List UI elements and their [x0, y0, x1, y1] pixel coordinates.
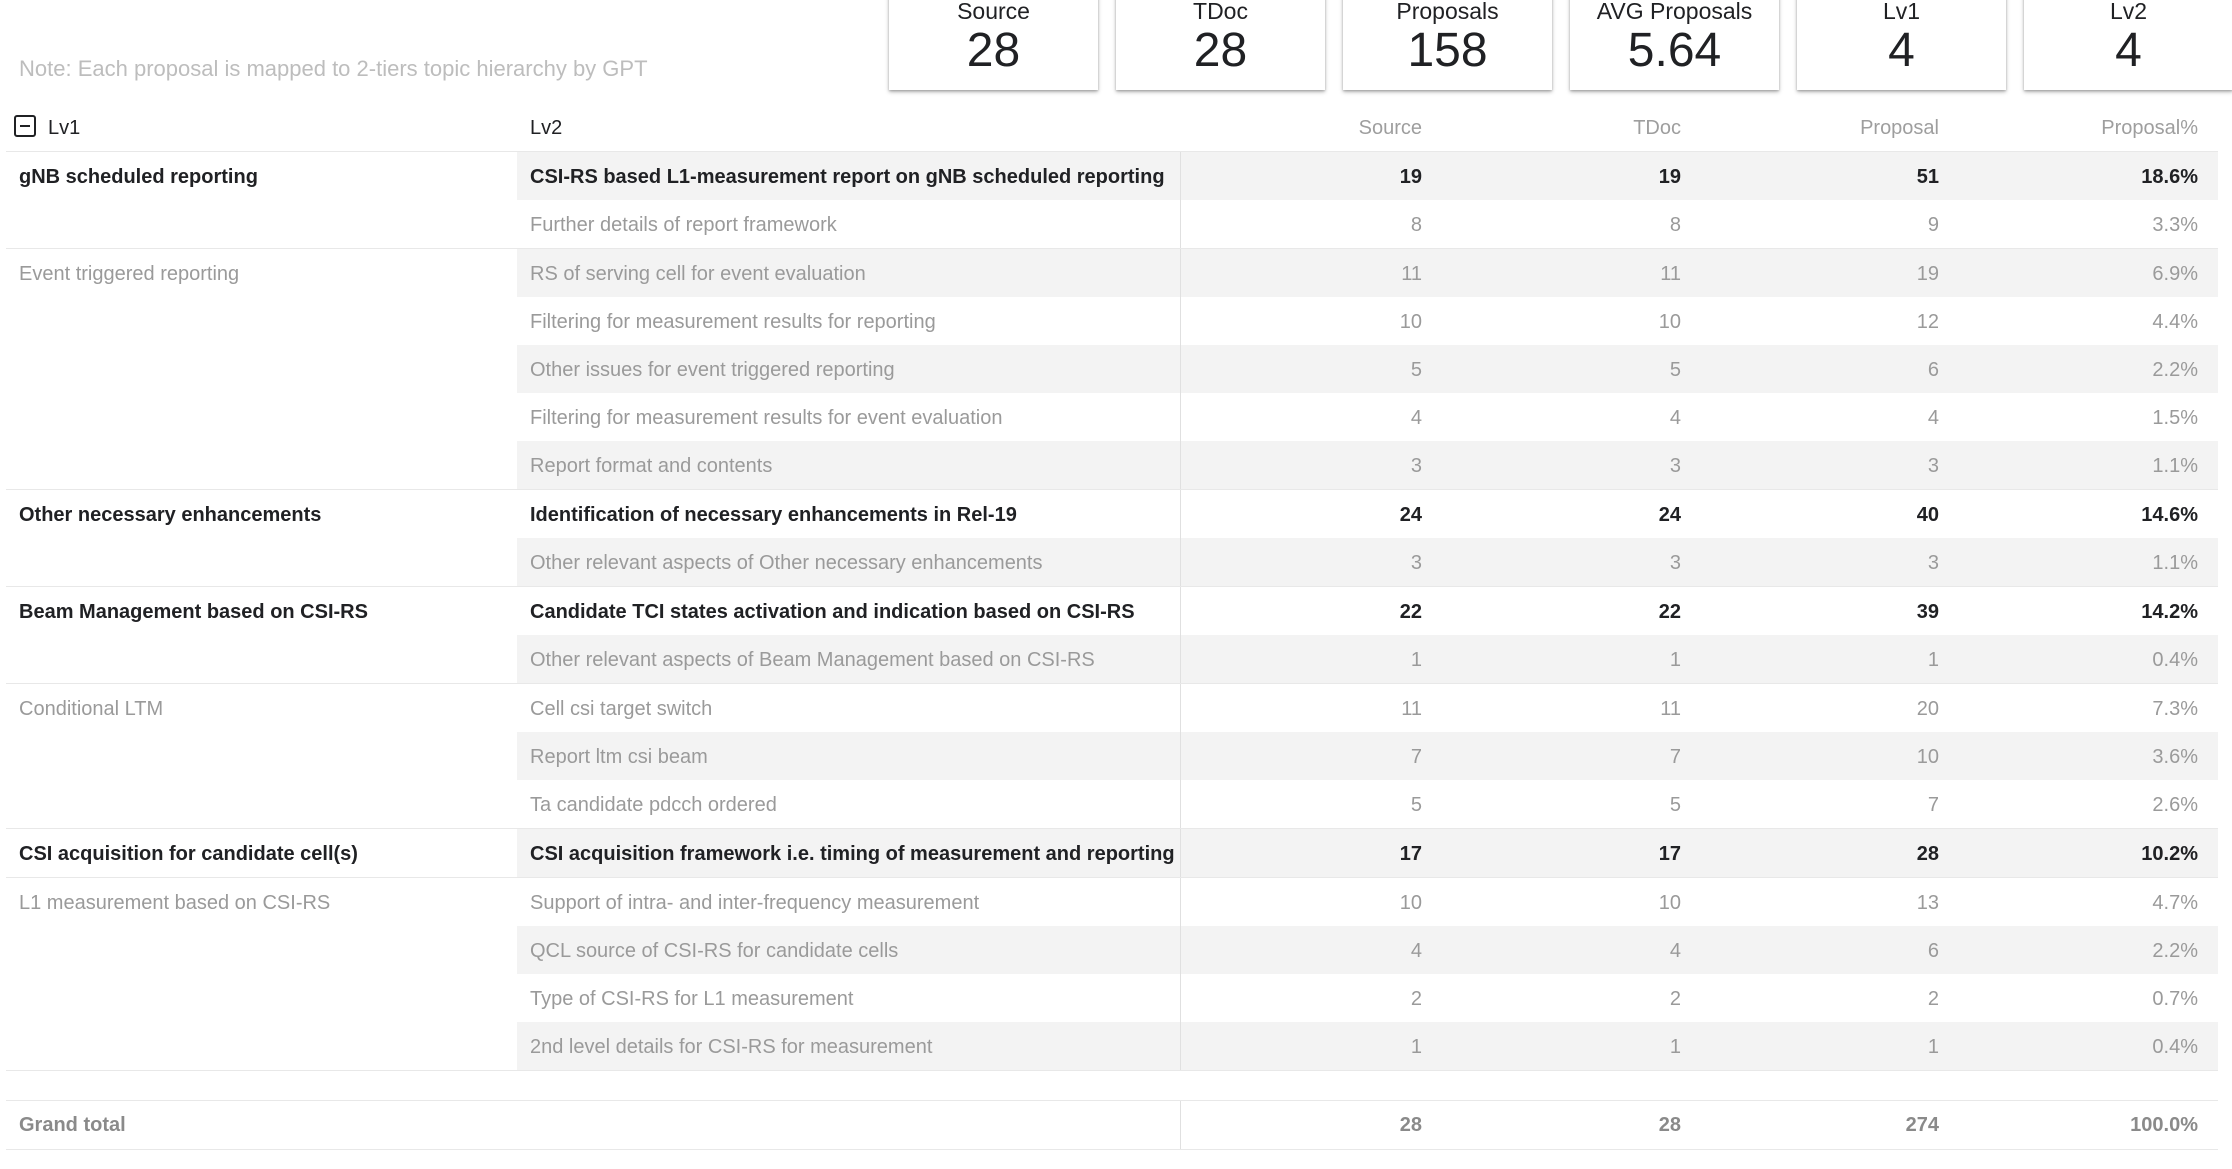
- source-cell: 2: [1410, 988, 1422, 1010]
- tdoc-cell: 11: [1660, 698, 1681, 720]
- table-row[interactable]: [517, 441, 2218, 489]
- grand-total-label: Grand total: [19, 1114, 126, 1136]
- proposal-cell: 12: [1916, 311, 1939, 333]
- source-cell: 11: [1401, 263, 1422, 285]
- lv2-cell: CSI acquisition framework i.e. timing of measurement and reporting: [530, 843, 1175, 865]
- scorecard-value: 4: [1888, 24, 1915, 77]
- scorecard-value: 28: [1193, 24, 1248, 77]
- column-divider: [1180, 393, 1181, 441]
- table-group: [6, 490, 2218, 587]
- proposal-cell: 1: [1927, 649, 1939, 671]
- tdoc-cell: 2: [1669, 988, 1681, 1010]
- source-cell: 17: [1399, 843, 1422, 865]
- column-divider: [1180, 297, 1181, 345]
- table-row[interactable]: [517, 635, 2218, 683]
- proposal-pct-cell: 3.6%: [2152, 746, 2198, 768]
- proposal-pct-cell: 0.4%: [2152, 1036, 2198, 1058]
- header-lv2[interactable]: Lv2: [530, 117, 563, 139]
- table-group: [6, 684, 2218, 829]
- lv2-cell: Further details of report framework: [530, 214, 837, 236]
- scorecard-label: Lv2: [2109, 0, 2148, 24]
- proposal-cell: 39: [1916, 601, 1939, 623]
- lv2-cell: Filtering for measurement results for reporting: [530, 311, 936, 333]
- lv2-cell: Type of CSI-RS for L1 measurement: [530, 988, 854, 1010]
- table-group: [6, 829, 2218, 878]
- scorecard-label: Source: [957, 0, 1030, 24]
- grand-total-proposal-pct: 100.0%: [2130, 1114, 2198, 1136]
- table-row[interactable]: [517, 200, 2218, 248]
- column-divider: [1180, 732, 1181, 780]
- source-cell: 4: [1410, 407, 1422, 429]
- table-row[interactable]: [517, 829, 2218, 877]
- tdoc-cell: 19: [1658, 166, 1681, 188]
- column-divider: [1180, 684, 1181, 732]
- source-cell: 1: [1410, 649, 1422, 671]
- lv2-cell: Other issues for event triggered reporting: [530, 359, 895, 381]
- source-cell: 5: [1410, 359, 1422, 381]
- column-divider: [1180, 1022, 1181, 1070]
- table-row[interactable]: [517, 152, 2218, 200]
- header-proposal[interactable]: Proposal: [1860, 117, 1939, 139]
- column-divider: [1180, 345, 1181, 393]
- scorecard-label: Lv1: [1882, 0, 1921, 24]
- scorecard-value: 5.64: [1627, 24, 1722, 77]
- proposal-pct-cell: 14.6%: [2141, 504, 2198, 526]
- scorecard-value: 4: [2115, 24, 2142, 77]
- scorecard-value: 28: [966, 24, 1021, 77]
- column-divider: [1180, 538, 1181, 586]
- lv1-cell: Other necessary enhancements: [19, 504, 322, 526]
- column-divider: [1180, 441, 1181, 489]
- collapse-toggle-icon[interactable]: [14, 115, 36, 137]
- proposal-cell: 1: [1927, 1036, 1939, 1058]
- table-row[interactable]: [517, 732, 2218, 780]
- table-row[interactable]: [517, 490, 2218, 538]
- table-group: [6, 152, 2218, 249]
- grand-total-source: 28: [1399, 1114, 1422, 1136]
- header-tdoc[interactable]: TDoc: [1633, 117, 1681, 139]
- proposal-pct-cell: 14.2%: [2141, 601, 2198, 623]
- table-row[interactable]: [517, 1022, 2218, 1070]
- lv2-cell: Report format and contents: [530, 455, 773, 477]
- table-row[interactable]: [517, 878, 2218, 926]
- table-row[interactable]: [517, 684, 2218, 732]
- scorecard-label: Proposals: [1396, 0, 1499, 24]
- table-group: [6, 878, 2218, 1071]
- lv2-cell: Candidate TCI states activation and indication based on CSI-RS: [530, 601, 1135, 623]
- lv2-cell: Filtering for measurement results for event evaluation: [530, 407, 1003, 429]
- proposal-pct-cell: 0.7%: [2152, 988, 2198, 1010]
- lv1-cell: CSI acquisition for candidate cell(s): [19, 843, 358, 865]
- source-cell: 5: [1410, 794, 1422, 816]
- source-cell: 10: [1399, 311, 1422, 333]
- table-row[interactable]: [517, 297, 2218, 345]
- tdoc-cell: 3: [1669, 455, 1681, 477]
- column-divider: [1180, 926, 1181, 974]
- header-source[interactable]: Source: [1358, 117, 1422, 139]
- proposal-cell: 7: [1927, 794, 1939, 816]
- proposal-pct-cell: 7.3%: [2152, 698, 2198, 720]
- grand-total-tdoc: 28: [1658, 1114, 1681, 1136]
- scorecard-proposals: [1343, 0, 1552, 90]
- table-row[interactable]: [517, 345, 2218, 393]
- tdoc-cell: 10: [1658, 892, 1681, 914]
- proposal-cell: 2: [1927, 988, 1939, 1010]
- proposal-pct-cell: 10.2%: [2141, 843, 2198, 865]
- proposal-pct-cell: 6.9%: [2152, 263, 2198, 285]
- lv2-cell: Ta candidate pdcch ordered: [530, 794, 777, 816]
- scorecard-lv1: [1797, 0, 2006, 90]
- scorecard-label: AVG Proposals: [1596, 0, 1753, 24]
- scorecard-source: [889, 0, 1098, 90]
- proposal-cell: 10: [1916, 746, 1939, 768]
- scorecard-lv2: [2024, 0, 2232, 90]
- proposal-pct-cell: 4.7%: [2152, 892, 2198, 914]
- table-group: [6, 249, 2218, 490]
- lv2-cell: 2nd level details for CSI-RS for measurement: [530, 1036, 933, 1058]
- proposal-cell: 3: [1927, 455, 1939, 477]
- column-divider: [1180, 152, 1181, 200]
- tdoc-cell: 5: [1669, 794, 1681, 816]
- lv2-cell: Cell csi target switch: [530, 698, 713, 720]
- tdoc-cell: 3: [1669, 552, 1681, 574]
- proposal-pct-cell: 2.2%: [2152, 940, 2198, 962]
- tdoc-cell: 8: [1669, 214, 1681, 236]
- pivot-table: [6, 107, 2218, 1071]
- source-cell: 10: [1399, 892, 1422, 914]
- table-row[interactable]: [517, 974, 2218, 1022]
- lv2-cell: RS of serving cell for event evaluation: [530, 263, 866, 285]
- tdoc-cell: 11: [1660, 263, 1681, 285]
- column-divider: [1180, 974, 1181, 1022]
- lv2-cell: CSI-RS based L1-measurement report on gNB scheduled reporting: [530, 166, 1165, 188]
- column-divider: [1180, 878, 1181, 926]
- column-divider: [1180, 249, 1181, 297]
- table-row[interactable]: [517, 926, 2218, 974]
- table-row[interactable]: [517, 538, 2218, 586]
- tdoc-cell: 1: [1669, 649, 1681, 671]
- proposal-cell: 19: [1916, 263, 1939, 285]
- proposal-cell: 4: [1927, 407, 1939, 429]
- header-lv1[interactable]: Lv1: [48, 117, 81, 139]
- lv2-cell: Report ltm csi beam: [530, 746, 708, 768]
- grand-total-row: [6, 1100, 2218, 1150]
- lv1-cell: Event triggered reporting: [19, 263, 240, 285]
- proposal-cell: 6: [1927, 359, 1939, 381]
- tdoc-cell: 17: [1658, 843, 1681, 865]
- tdoc-cell: 7: [1669, 746, 1681, 768]
- scorecard-label: TDoc: [1193, 0, 1248, 24]
- table-row[interactable]: [517, 587, 2218, 635]
- column-divider: [1180, 587, 1181, 635]
- lv2-cell: Other relevant aspects of Beam Management based on CSI-RS: [530, 649, 1095, 671]
- source-cell: 22: [1399, 601, 1422, 623]
- tdoc-cell: 4: [1669, 407, 1681, 429]
- proposal-cell: 3: [1927, 552, 1939, 574]
- table-body: [6, 152, 2218, 1071]
- tdoc-cell: 24: [1658, 504, 1681, 526]
- scorecard-avg-proposals: [1570, 0, 1779, 90]
- column-divider: [1180, 780, 1181, 828]
- table-row[interactable]: [517, 249, 2218, 297]
- proposal-pct-cell: 2.2%: [2152, 359, 2198, 381]
- proposal-pct-cell: 0.4%: [2152, 649, 2198, 671]
- lv2-cell: Identification of necessary enhancements in Rel-19: [530, 504, 1017, 526]
- table-row[interactable]: [517, 393, 2218, 441]
- lv1-cell: Conditional LTM: [19, 698, 164, 720]
- proposal-pct-cell: 1.1%: [2152, 552, 2198, 574]
- source-cell: 11: [1401, 698, 1422, 720]
- tdoc-cell: 1: [1669, 1036, 1681, 1058]
- lv1-cell: Beam Management based on CSI-RS: [19, 601, 368, 623]
- column-divider: [1180, 200, 1181, 248]
- source-cell: 4: [1410, 940, 1422, 962]
- scorecards: [889, 0, 2232, 94]
- column-divider: [1180, 635, 1181, 683]
- proposal-cell: 51: [1916, 166, 1939, 188]
- source-cell: 8: [1410, 214, 1422, 236]
- proposal-cell: 13: [1916, 892, 1939, 914]
- lv2-cell: Support of intra- and inter-frequency measurement: [530, 892, 980, 914]
- proposal-pct-cell: 3.3%: [2152, 214, 2198, 236]
- column-divider: [1180, 490, 1181, 538]
- source-cell: 24: [1399, 504, 1422, 526]
- source-cell: 1: [1410, 1036, 1422, 1058]
- scorecard-tdoc: [1116, 0, 1325, 90]
- note-text: Note: Each proposal is mapped to 2-tiers topic hierarchy by GPT: [19, 56, 648, 81]
- proposal-pct-cell: 1.5%: [2152, 407, 2198, 429]
- lv1-cell: L1 measurement based on CSI-RS: [19, 892, 331, 914]
- proposal-cell: 9: [1927, 214, 1939, 236]
- lv1-cell: gNB scheduled reporting: [19, 166, 258, 188]
- table-header-row: [6, 107, 2218, 152]
- scorecard-value: 158: [1407, 24, 1488, 77]
- table-group: [6, 587, 2218, 684]
- source-cell: 19: [1399, 166, 1422, 188]
- proposal-cell: 6: [1927, 940, 1939, 962]
- proposal-pct-cell: 1.1%: [2152, 455, 2198, 477]
- lv2-cell: QCL source of CSI-RS for candidate cells: [530, 940, 899, 962]
- proposal-pct-cell: 2.6%: [2152, 794, 2198, 816]
- tdoc-cell: 4: [1669, 940, 1681, 962]
- lv2-cell: Other relevant aspects of Other necessary enhancements: [530, 552, 1043, 574]
- source-cell: 3: [1410, 455, 1422, 477]
- proposal-cell: 20: [1916, 698, 1939, 720]
- grand-total-proposal: 274: [1905, 1114, 1939, 1136]
- source-cell: 3: [1410, 552, 1422, 574]
- column-divider: [1180, 829, 1181, 877]
- tdoc-cell: 22: [1658, 601, 1681, 623]
- column-divider: [1180, 1101, 1181, 1149]
- proposal-cell: 28: [1916, 843, 1939, 865]
- proposal-pct-cell: 4.4%: [2152, 311, 2198, 333]
- proposal-cell: 40: [1916, 504, 1939, 526]
- tdoc-cell: 5: [1669, 359, 1681, 381]
- header-proposal-pct[interactable]: Proposal%: [2101, 117, 2198, 139]
- source-cell: 7: [1410, 746, 1422, 768]
- tdoc-cell: 10: [1658, 311, 1681, 333]
- proposal-pct-cell: 18.6%: [2141, 166, 2198, 188]
- table-row[interactable]: [517, 780, 2218, 828]
